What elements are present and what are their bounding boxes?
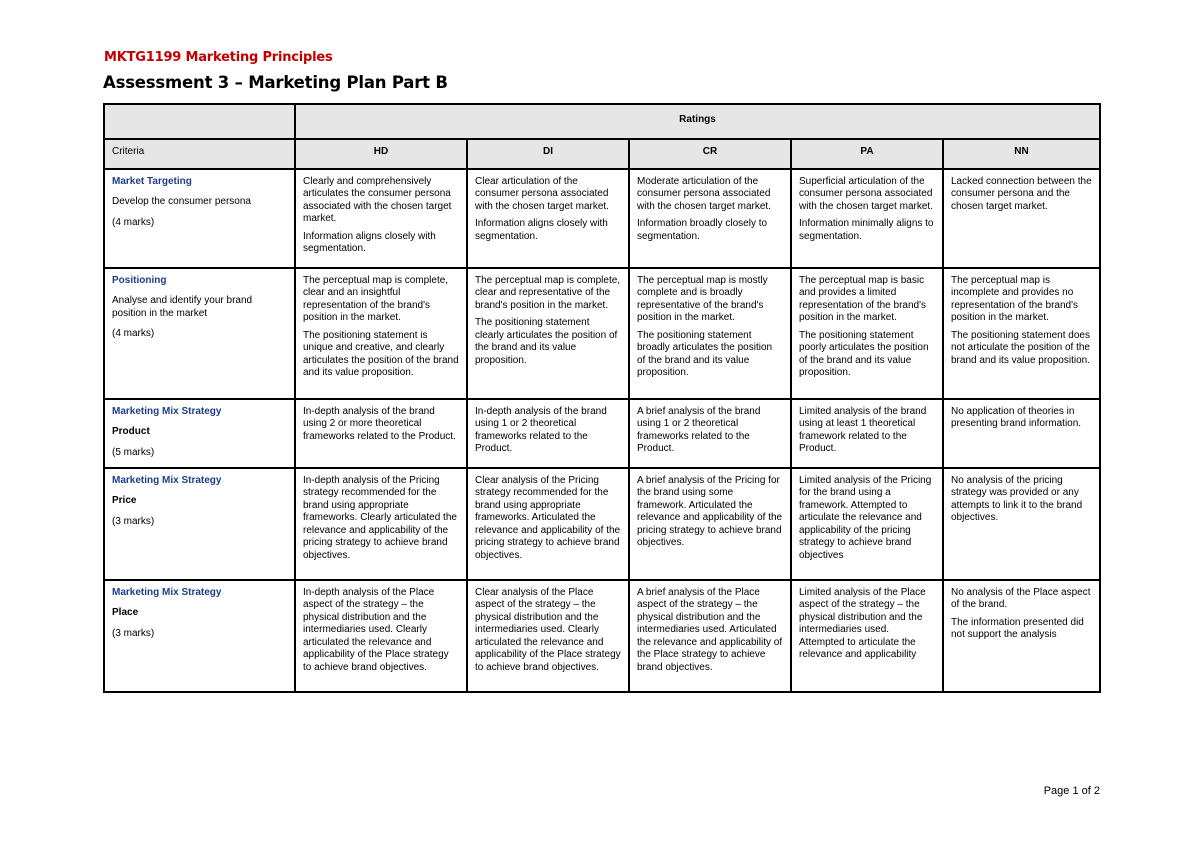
rating-cell-cr <box>629 399 791 468</box>
rating-description: The perceptual map is complete, clear and representative of the brand's position in the market. <box>475 274 621 311</box>
criterion-subtitle: Price <box>112 495 137 506</box>
rating-description: Information broadly closely to segmentation. <box>637 218 768 242</box>
criterion-name: Positioning <box>112 274 167 286</box>
rating-cell-hd <box>295 169 467 268</box>
rating-description: The perceptual map is basic and provides a limited representation of the brand's position in the market. <box>799 274 926 323</box>
rating-cell-di <box>467 169 629 268</box>
rating-description: No analysis of the pricing strategy was provided or any attempts to link it to the brand objectives. <box>951 474 1083 523</box>
rating-description: Information aligns closely with segmentation. <box>303 230 436 254</box>
rating-description: No application of theories in presenting brand information. <box>951 405 1082 429</box>
rating-description: Clearly and comprehensively articulates the consumer persona associated with the chosen target market. <box>303 175 452 224</box>
criterion-marks: (4 marks) <box>112 216 155 228</box>
rating-description: Clear analysis of the Place aspect of the strategy – the physical distribution and the intermediaries used. Clearly articulated the relevance and applicability of the Place strategy to achieve brand objectives. <box>475 586 621 673</box>
rating-cell-di <box>467 468 629 580</box>
rubric-row <box>104 580 1100 692</box>
rating-cell-hd <box>295 580 467 692</box>
rating-description: Clear articulation of the consumer persona associated with the chosen target market. <box>475 175 609 212</box>
rating-description: In-depth analysis of the Pricing strategy recommended for the brand using appropriate frameworks. Clearly articulated the relevance and applicability of the pricing strategy to achieve brand objectives. <box>303 474 457 561</box>
rating-description: In-depth analysis of the Place aspect of the strategy – the physical distribution and the intermediaries used. Clearly articulated the relevance and applicability of the Place strategy to achieve brand objectives. <box>303 586 449 673</box>
rating-cell-hd <box>295 399 467 468</box>
criterion-cell <box>104 169 295 268</box>
rating-cell-nn <box>943 399 1100 468</box>
criteria-header: Criteria <box>104 139 295 169</box>
criterion-subtitle: Place <box>112 607 139 618</box>
rating-description: The information presented did not support the analysis <box>951 616 1084 640</box>
rubric-row <box>104 268 1100 399</box>
rating-description: A brief analysis of the brand using 1 or 2 theoretical frameworks related to the Product. <box>637 405 761 454</box>
page-number: Page 1 of 2 <box>1043 785 1100 797</box>
criterion-cell <box>104 468 295 580</box>
rating-description: The perceptual map is incomplete and provides no representation of the brand's position in the market. <box>951 274 1078 323</box>
rating-description: Information minimally aligns to segmentation. <box>799 218 934 242</box>
rating-description: Superficial articulation of the consumer persona associated with the chosen target market. <box>799 175 933 212</box>
criterion-name: Market Targeting <box>112 175 192 187</box>
grade-header-di: DI <box>467 139 629 169</box>
rating-description: No analysis of the Place aspect of the brand. <box>951 586 1091 610</box>
rating-cell-di <box>467 580 629 692</box>
rating-cell-pa <box>791 399 943 468</box>
course-code-title: MKTG1199 Marketing Principles <box>104 50 333 65</box>
rating-description: The positioning statement does not articulate the position of the brand and its value proposition. <box>951 329 1090 366</box>
rating-cell-pa <box>791 580 943 692</box>
criterion-marks: (3 marks) <box>112 515 155 527</box>
grade-header-nn: NN <box>943 139 1100 169</box>
rating-description: The perceptual map is mostly complete and is broadly representative of the brand's position in the market. <box>637 274 768 323</box>
rating-cell-di <box>467 268 629 399</box>
rating-cell-nn <box>943 268 1100 399</box>
rating-cell-cr <box>629 169 791 268</box>
rating-cell-nn <box>943 580 1100 692</box>
criterion-description: Develop the consumer persona <box>112 196 251 207</box>
rating-cell-cr <box>629 468 791 580</box>
rating-description: Limited analysis of the Pricing for the brand using a framework. Attempted to articulate the relevance and applicability of the pricing strategy to achieve brand objectives <box>799 474 932 561</box>
rubric-table <box>103 103 1101 693</box>
rating-cell-di <box>467 399 629 468</box>
rating-cell-nn <box>943 169 1100 268</box>
criterion-name: Marketing Mix Strategy <box>112 405 222 417</box>
rating-description: Lacked connection between the consumer persona and the chosen target market. <box>951 175 1092 212</box>
criterion-subtitle: Product <box>112 426 150 437</box>
criterion-name: Marketing Mix Strategy <box>112 474 222 486</box>
rating-description: A brief analysis of the Pricing for the brand using some framework. Articulated the relevance and applicability of the pricing strategy to achieve brand objectives. <box>637 474 783 548</box>
rating-description: The positioning statement poorly articulates the position of the brand and its value proposition. <box>799 329 929 378</box>
rating-cell-hd <box>295 468 467 580</box>
rating-cell-pa <box>791 169 943 268</box>
grade-header-cr: CR <box>629 139 791 169</box>
rating-cell-pa <box>791 468 943 580</box>
rating-description: In-depth analysis of the brand using 2 or more theoretical frameworks related to the Product. <box>303 405 456 442</box>
ratings-header-row <box>104 104 1100 139</box>
rating-description: Moderate articulation of the consumer persona associated with the chosen target market. <box>637 175 771 212</box>
rubric-row <box>104 468 1100 580</box>
rating-description: The positioning statement clearly articulates the position of the brand and its value proposition. <box>475 317 618 366</box>
rating-description: The positioning statement is unique and creative, and clearly articulates the position of the brand and its value proposition. <box>303 329 459 378</box>
rating-description: A brief analysis of the Place aspect of the strategy – the physical distribution and the intermediaries used. Articulated the relevance and applicability of the Place strategy to achieve brand objectives. <box>637 586 783 673</box>
grade-header-pa: PA <box>791 139 943 169</box>
rating-description: The positioning statement broadly articulates the position of the brand and its value proposition. <box>637 329 773 378</box>
criterion-name: Marketing Mix Strategy <box>112 586 222 598</box>
page-title: Assessment 3 – Marketing Plan Part B <box>103 73 448 92</box>
blank-header-cell <box>104 104 295 139</box>
rubric-row <box>104 399 1100 468</box>
rating-description: In-depth analysis of the brand using 1 or 2 theoretical frameworks related to the Product. <box>475 405 607 454</box>
grade-header-hd: HD <box>295 139 467 169</box>
criterion-cell <box>104 399 295 468</box>
rubric-body <box>104 169 1100 692</box>
grades-header-row <box>104 139 1100 169</box>
criterion-marks: (5 marks) <box>112 446 155 458</box>
criterion-marks: (4 marks) <box>112 328 155 339</box>
rating-cell-hd <box>295 268 467 399</box>
rating-description: Limited analysis of the Place aspect of the strategy – the physical distribution and the intermediaries used. Attempted to articulate the relevance and applicability <box>799 586 926 660</box>
rating-description: Limited analysis of the brand using at least 1 theoretical framework related to the Product. <box>799 405 927 454</box>
rating-description: Clear analysis of the Pricing strategy recommended for the brand using appropriate frameworks. Articulated the relevance and applicability of the pricing strategy to achieve brand objectives. <box>475 474 621 561</box>
criterion-cell <box>104 580 295 692</box>
rubric-row <box>104 169 1100 268</box>
rating-description: Information aligns closely with segmentation. <box>475 218 608 242</box>
criterion-description: Analyse and identify your brand position in the market <box>112 295 253 319</box>
rating-description: The perceptual map is complete, clear and an insightful representation of the brand's position in the market. <box>303 274 449 323</box>
criterion-cell <box>104 268 295 399</box>
rating-cell-cr <box>629 268 791 399</box>
ratings-header: Ratings <box>295 104 1100 139</box>
rating-cell-nn <box>943 468 1100 580</box>
criterion-marks: (3 marks) <box>112 627 155 639</box>
rating-cell-cr <box>629 580 791 692</box>
rating-cell-pa <box>791 268 943 399</box>
